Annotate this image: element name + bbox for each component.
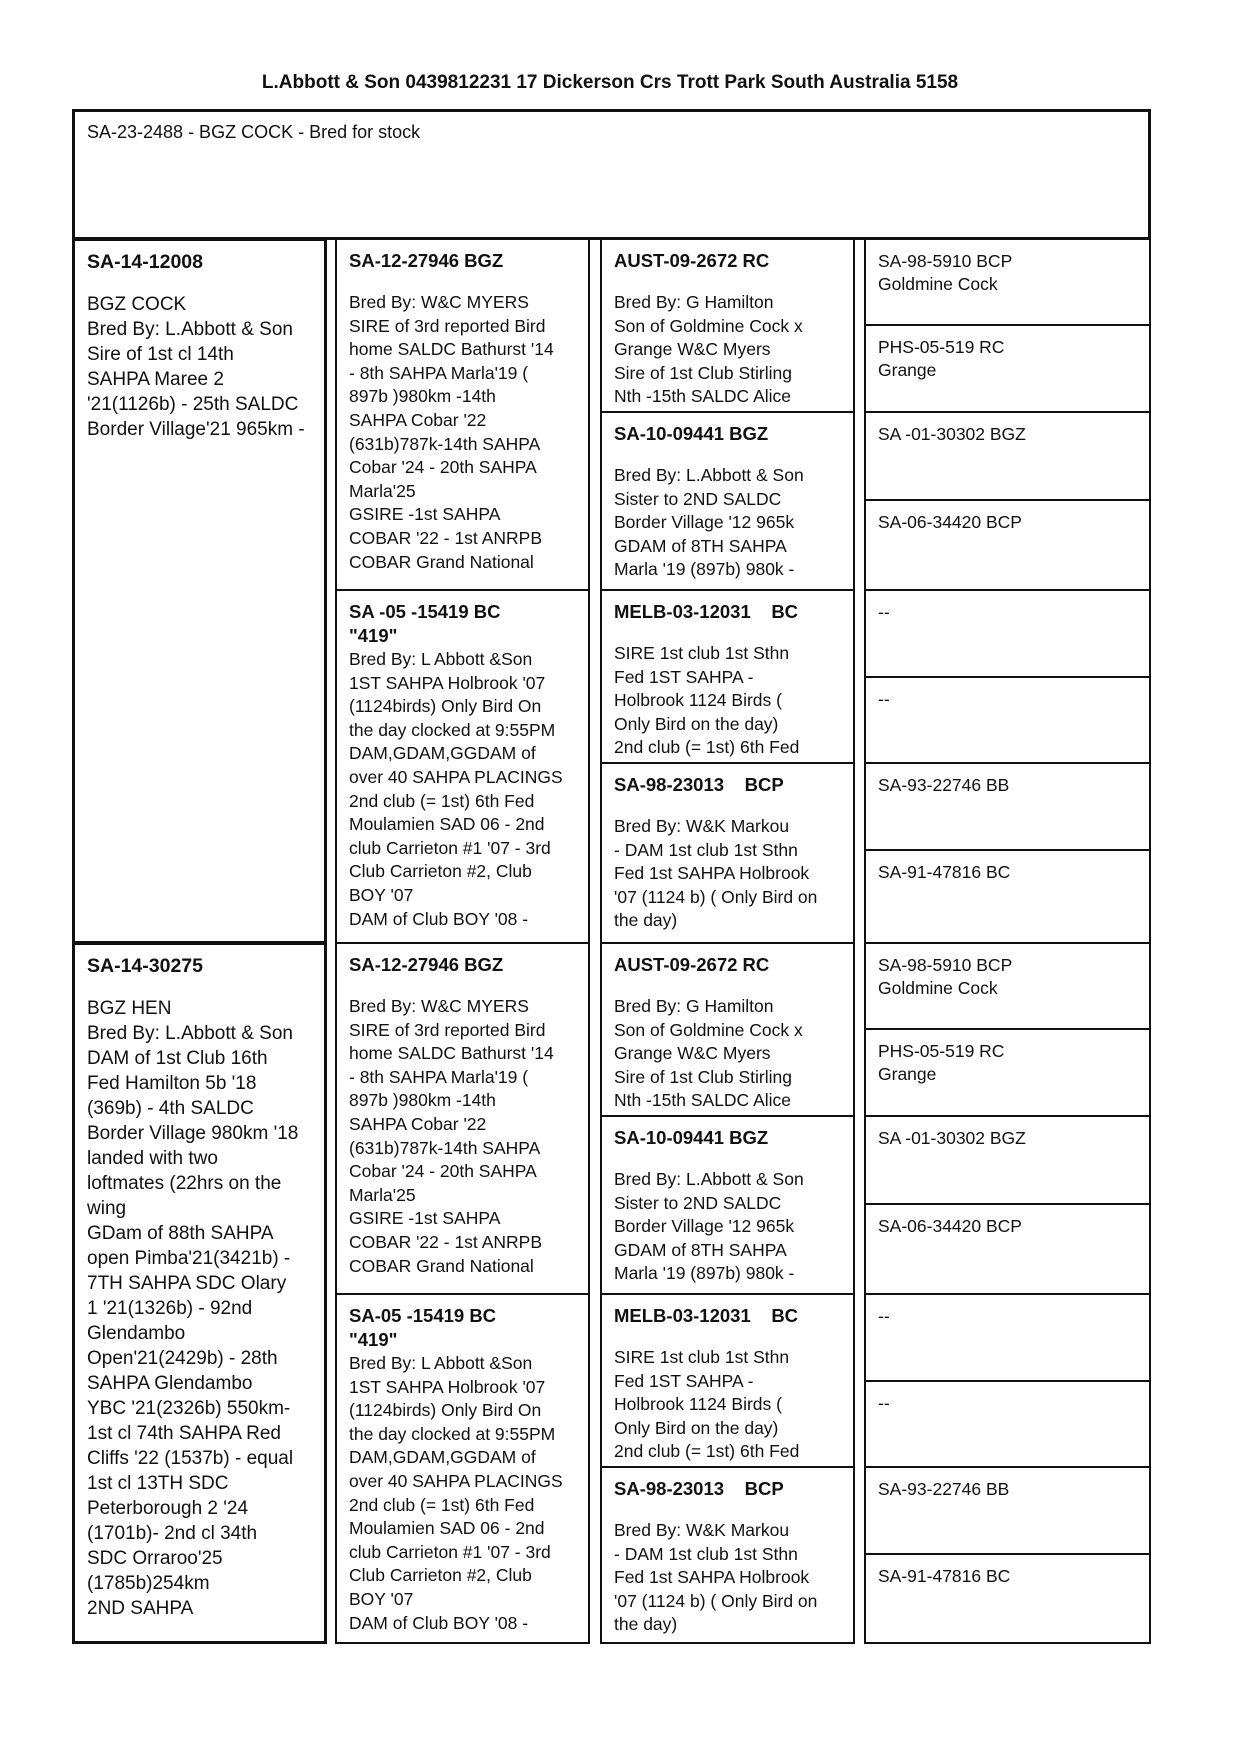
gen4-cell [864, 1380, 1151, 1468]
gen3-cell [600, 589, 855, 764]
sire-cell [72, 238, 327, 944]
gen4-label: SA -01-30302 BGZ [878, 1128, 1026, 1148]
gen4-label: SA-06-34420 BCP [878, 1216, 1022, 1236]
gen4-cell [864, 762, 1151, 851]
gen2-id: SA-05 -15419 BC "419" [349, 1305, 497, 1350]
gen3-cell [600, 942, 855, 1117]
gen3-cell [600, 411, 855, 591]
gen4-cell [864, 1028, 1151, 1117]
gen4-label: SA -01-30302 BGZ [878, 424, 1026, 444]
gen2-cell [335, 238, 590, 591]
gen4-label: SA-06-34420 BCP [878, 512, 1022, 532]
gen4-label: SA-91-47816 BC [878, 862, 1011, 882]
gen3-details: Bred By: G Hamilton Son of Goldmine Cock x Grange W&C Myers Sire of 1st Club Stirling Nth -15th SALDC Alice [614, 292, 803, 407]
gen4-cell [864, 1293, 1151, 1382]
gen3-cell [600, 1115, 855, 1295]
gen4-label: -- [878, 689, 890, 709]
gen4-label: -- [878, 1393, 890, 1413]
dam-id: SA-14-30275 [87, 955, 203, 977]
subject-bird-box [72, 109, 1151, 240]
gen2-cell [335, 1293, 590, 1644]
gen3-details: Bred By: L.Abbott & Son Sister to 2ND SALDC Border Village '12 965k GDAM of 8TH SAHPA Marla '19 (897b) 980k - [614, 465, 804, 580]
breeder-header: L.Abbott & Son 0439812231 17 Dickerson Crs Trott Park South Australia 5158 [261, 72, 959, 93]
gen4-label: PHS-05-519 RC Grange [878, 1041, 1005, 1084]
gen4-cell [864, 324, 1151, 413]
gen4-label: SA-93-22746 BB [878, 775, 1010, 795]
gen4-cell [864, 1553, 1151, 1644]
gen4-cell [864, 499, 1151, 591]
gen2-details: Bred By: L Abbott &Son 1ST SAHPA Holbrook '07 (1124birds) Only Bird On the day clocked at 9:55PM DAM,GDAM,GGDAM of over 40 SAHPA PLACINGS 2nd club (= 1st) 6th Fed Moulamien SAD 06 - 2nd club Carrieton #1 '07 - 3rd Club Carrieton #2, Club BOY '07 DAM of Club BOY '08 - [349, 1353, 563, 1633]
gen3-id: MELB-03-12031 BC [614, 601, 799, 622]
gen2-details: Bred By: W&C MYERS SIRE of 3rd reported Bird home SALDC Bathurst '14 - 8th SAHPA Marla'19 ( 897b )980km -14th SAHPA Cobar '22 (631b)787k-14th SAHPA Cobar '24 - 20th SAHPA Marla'25 GSIRE -1st SAHPA COBAR '22 - 1st ANRPB COBAR Grand National [349, 292, 554, 572]
gen4-label: PHS-05-519 RC Grange [878, 337, 1005, 380]
subject-bird-label: SA-23-2488 - BGZ COCK - Bred for stock [87, 122, 421, 142]
gen3-cell [600, 1466, 855, 1644]
gen4-cell [864, 589, 1151, 678]
gen4-label: -- [878, 1306, 890, 1326]
gen2-cell [335, 589, 590, 944]
gen3-id: AUST-09-2672 RC [614, 954, 770, 975]
dam-cell [72, 942, 327, 1644]
sire-details: BGZ COCK Bred By: L.Abbott & Son Sire of 1st cl 14th SAHPA Maree 2 '21(1126b) - 25th SALDC Border Village'21 965km - [87, 294, 305, 440]
sire-id: SA-14-12008 [87, 251, 203, 273]
gen4-cell [864, 1466, 1151, 1555]
gen4-cell [864, 1203, 1151, 1295]
gen4-label: SA-98-5910 BCP Goldmine Cock [878, 955, 1013, 998]
gen4-cell [864, 849, 1151, 944]
gen2-id: SA -05 -15419 BC "419" [349, 601, 501, 646]
gen2-cell [335, 942, 590, 1295]
dam-details: BGZ HEN Bred By: L.Abbott & Son DAM of 1st Club 16th Fed Hamilton 5b '18 (369b) - 4th SALDC Border Village 980km '18 landed with two loftmates (22hrs on the wing GDam of 88th SAHPA open Pimba'21(3421b) - 7TH SAHPA SDC Olary 1 '21(1326b) - 92nd Glendambo Open'21(2429b) - 28th SAHPA Glendambo YBC '21(2326b) 550km- 1st cl 74th SAHPA Red Cliffs '22 (1537b) - equal 1st cl 13TH SDC Peterborough 2 '24 (1701b)- 2nd cl 34th SDC Orraroo'25 (1785b)254km 2ND SAHPA [87, 998, 299, 1619]
gen3-id: MELB-03-12031 BC [614, 1305, 799, 1326]
gen4-label: SA-91-47816 BC [878, 1566, 1011, 1586]
gen4-label: SA-93-22746 BB [878, 1479, 1010, 1499]
gen4-cell [864, 942, 1151, 1030]
gen4-cell [864, 1115, 1151, 1205]
gen4-label: -- [878, 602, 890, 622]
gen3-id: SA-10-09441 BGZ [614, 423, 769, 444]
gen3-details: SIRE 1st club 1st Sthn Fed 1ST SAHPA - Holbrook 1124 Birds ( Only Bird on the day) 2nd club (= 1st) 6th Fed [614, 643, 800, 758]
gen2-id: SA-12-27946 BGZ [349, 250, 504, 271]
gen3-cell [600, 1293, 855, 1468]
gen3-details: Bred By: W&K Markou - DAM 1st club 1st Sthn Fed 1st SAHPA Holbrook '07 (1124 b) ( Only Bird on the day) [614, 1520, 818, 1635]
gen3-details: Bred By: L.Abbott & Son Sister to 2ND SALDC Border Village '12 965k GDAM of 8TH SAHPA Marla '19 (897b) 980k - [614, 1169, 804, 1284]
gen4-cell [864, 411, 1151, 501]
gen4-cell [864, 676, 1151, 764]
gen4-label: SA-98-5910 BCP Goldmine Cock [878, 251, 1013, 294]
gen3-id: SA-98-23013 BCP [614, 774, 784, 795]
gen3-details: Bred By: G Hamilton Son of Goldmine Cock x Grange W&C Myers Sire of 1st Club Stirling Nth -15th SALDC Alice [614, 996, 803, 1111]
gen3-id: SA-98-23013 BCP [614, 1478, 784, 1499]
gen4-cell [864, 238, 1151, 326]
gen2-details: Bred By: W&C MYERS SIRE of 3rd reported Bird home SALDC Bathurst '14 - 8th SAHPA Marla'19 ( 897b )980km -14th SAHPA Cobar '22 (631b)787k-14th SAHPA Cobar '24 - 20th SAHPA Marla'25 GSIRE -1st SAHPA COBAR '22 - 1st ANRPB COBAR Grand National [349, 996, 554, 1276]
gen3-details: SIRE 1st club 1st Sthn Fed 1ST SAHPA - Holbrook 1124 Birds ( Only Bird on the day) 2nd club (= 1st) 6th Fed [614, 1347, 800, 1462]
gen3-cell [600, 762, 855, 944]
gen2-id: SA-12-27946 BGZ [349, 954, 504, 975]
gen3-id: SA-10-09441 BGZ [614, 1127, 769, 1148]
gen3-id: AUST-09-2672 RC [614, 250, 770, 271]
gen3-details: Bred By: W&K Markou - DAM 1st club 1st Sthn Fed 1st SAHPA Holbrook '07 (1124 b) ( Only Bird on the day) [614, 816, 818, 931]
gen3-cell [600, 238, 855, 413]
gen2-details: Bred By: L Abbott &Son 1ST SAHPA Holbrook '07 (1124birds) Only Bird On the day clocked at 9:55PM DAM,GDAM,GGDAM of over 40 SAHPA PLACINGS 2nd club (= 1st) 6th Fed Moulamien SAD 06 - 2nd club Carrieton #1 '07 - 3rd Club Carrieton #2, Club BOY '07 DAM of Club BOY '08 - [349, 649, 563, 929]
